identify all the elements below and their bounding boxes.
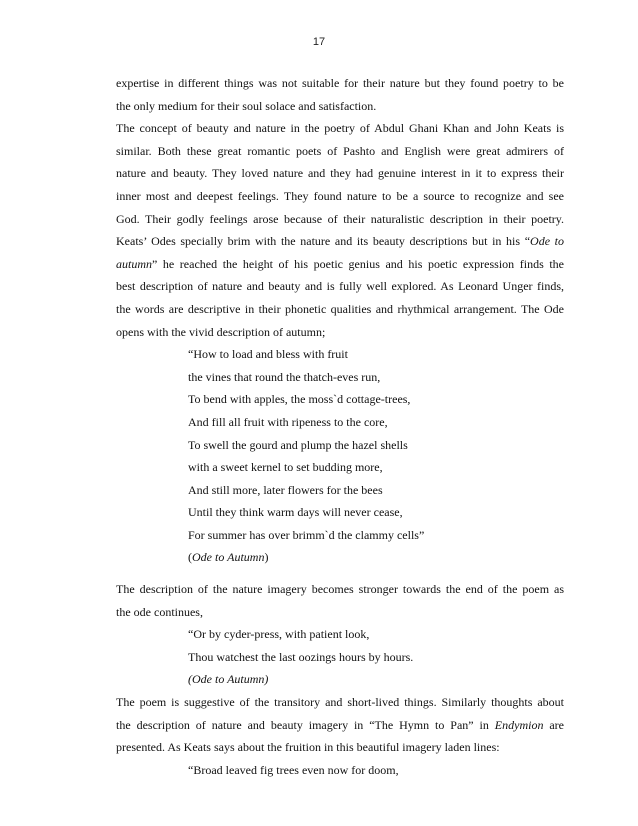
text-line: The poem is suggestive of the transitory and short-lived things. Similarly thoughts about bbox=[116, 695, 564, 710]
verse-line: “Or by cyder-press, with patient look, bbox=[188, 627, 370, 642]
text-line: The concept of beauty and nature in the poetry of Abdul Ghani Khan and John Keats is bbox=[116, 121, 564, 136]
title-italic: Endymion bbox=[494, 717, 544, 732]
verse-line: “Broad leaved fig trees even now for doom, bbox=[188, 762, 399, 777]
citation-paren: ( bbox=[188, 550, 192, 565]
text-segment: are bbox=[543, 717, 564, 732]
paragraph-1 bbox=[116, 72, 564, 117]
verse-line: And fill all fruit with ripeness to the core, bbox=[188, 414, 388, 429]
page-body bbox=[116, 72, 564, 781]
text-line: best description of nature and beauty and is fully well explored. As Leonard Unger finds, bbox=[116, 279, 564, 294]
text-line: presented. As Keats says about the fruition in this beautiful imagery laden lines: bbox=[116, 740, 500, 755]
verse-quote-3 bbox=[116, 759, 564, 782]
verse-line: with a sweet kernel to set budding more, bbox=[188, 460, 383, 475]
page-number: 17 bbox=[312, 36, 326, 48]
verse-line: For summer has over brimm`d the clammy cells” bbox=[188, 527, 425, 542]
text-line bbox=[116, 253, 564, 276]
text-line: nature and beauty. They loved nature and they had genuine interest in it to express their bbox=[116, 166, 564, 181]
text-segment: Keats’ Odes specially brim with the nature and its beauty descriptions but in his “ bbox=[116, 234, 531, 249]
text-line: opens with the vivid description of autumn; bbox=[116, 324, 326, 339]
verse-quote-2 bbox=[116, 623, 564, 691]
citation-paren: ) bbox=[264, 550, 269, 565]
verse-line: To swell the gourd and plump the hazel shells bbox=[188, 437, 408, 452]
text-line: similar. Both these great romantic poets of Pashto and English were great admirers of bbox=[116, 143, 564, 158]
text-line bbox=[116, 714, 564, 737]
title-italic: Ode to bbox=[530, 234, 565, 249]
verse-line: To bend with apples, the moss`d cottage-trees, bbox=[188, 392, 411, 407]
verse-line: Until they think warm days will never cease, bbox=[188, 505, 403, 520]
text-line: the ode continues, bbox=[116, 604, 203, 619]
text-line: expertise in different things was not suitable for their nature but they found poetry to be bbox=[116, 76, 564, 90]
text-line: God. Their godly feelings arose because of their naturalistic description in their poetry. bbox=[116, 211, 564, 226]
title-italic: autumn bbox=[116, 256, 152, 271]
paragraph-3 bbox=[116, 578, 564, 623]
text-segment: ” he reached the height of his poetic genius and his poetic expression finds the bbox=[152, 256, 564, 271]
text-line: the only medium for their soul solace and satisfaction. bbox=[116, 98, 377, 113]
paragraph-4 bbox=[116, 691, 564, 759]
verse-citation bbox=[188, 546, 564, 569]
text-line: the words are descriptive in their phonetic qualities and rhythmical arrangement. The Ode bbox=[116, 301, 564, 316]
text-line bbox=[116, 230, 564, 253]
verse-line: the vines that round the thatch-eves run, bbox=[188, 369, 381, 384]
text-line: inner most and deepest feelings. They found nature to be a source to recognize and see bbox=[116, 188, 564, 203]
verse-citation: (Ode to Autumn) bbox=[188, 672, 269, 687]
text-segment: the description of nature and beauty imagery in “The Hymn to Pan” in bbox=[116, 717, 495, 732]
text-line: The description of the nature imagery becomes stronger towards the end of the poem as bbox=[116, 582, 564, 597]
verse-quote-1 bbox=[116, 343, 564, 569]
verse-line: And still more, later flowers for the bees bbox=[188, 482, 383, 497]
verse-line: “How to load and bless with fruit bbox=[188, 347, 348, 362]
paragraph-2 bbox=[116, 117, 564, 343]
citation-title: Ode to Autumn bbox=[192, 550, 265, 565]
verse-line: Thou watchest the last oozings hours by hours. bbox=[188, 649, 414, 664]
